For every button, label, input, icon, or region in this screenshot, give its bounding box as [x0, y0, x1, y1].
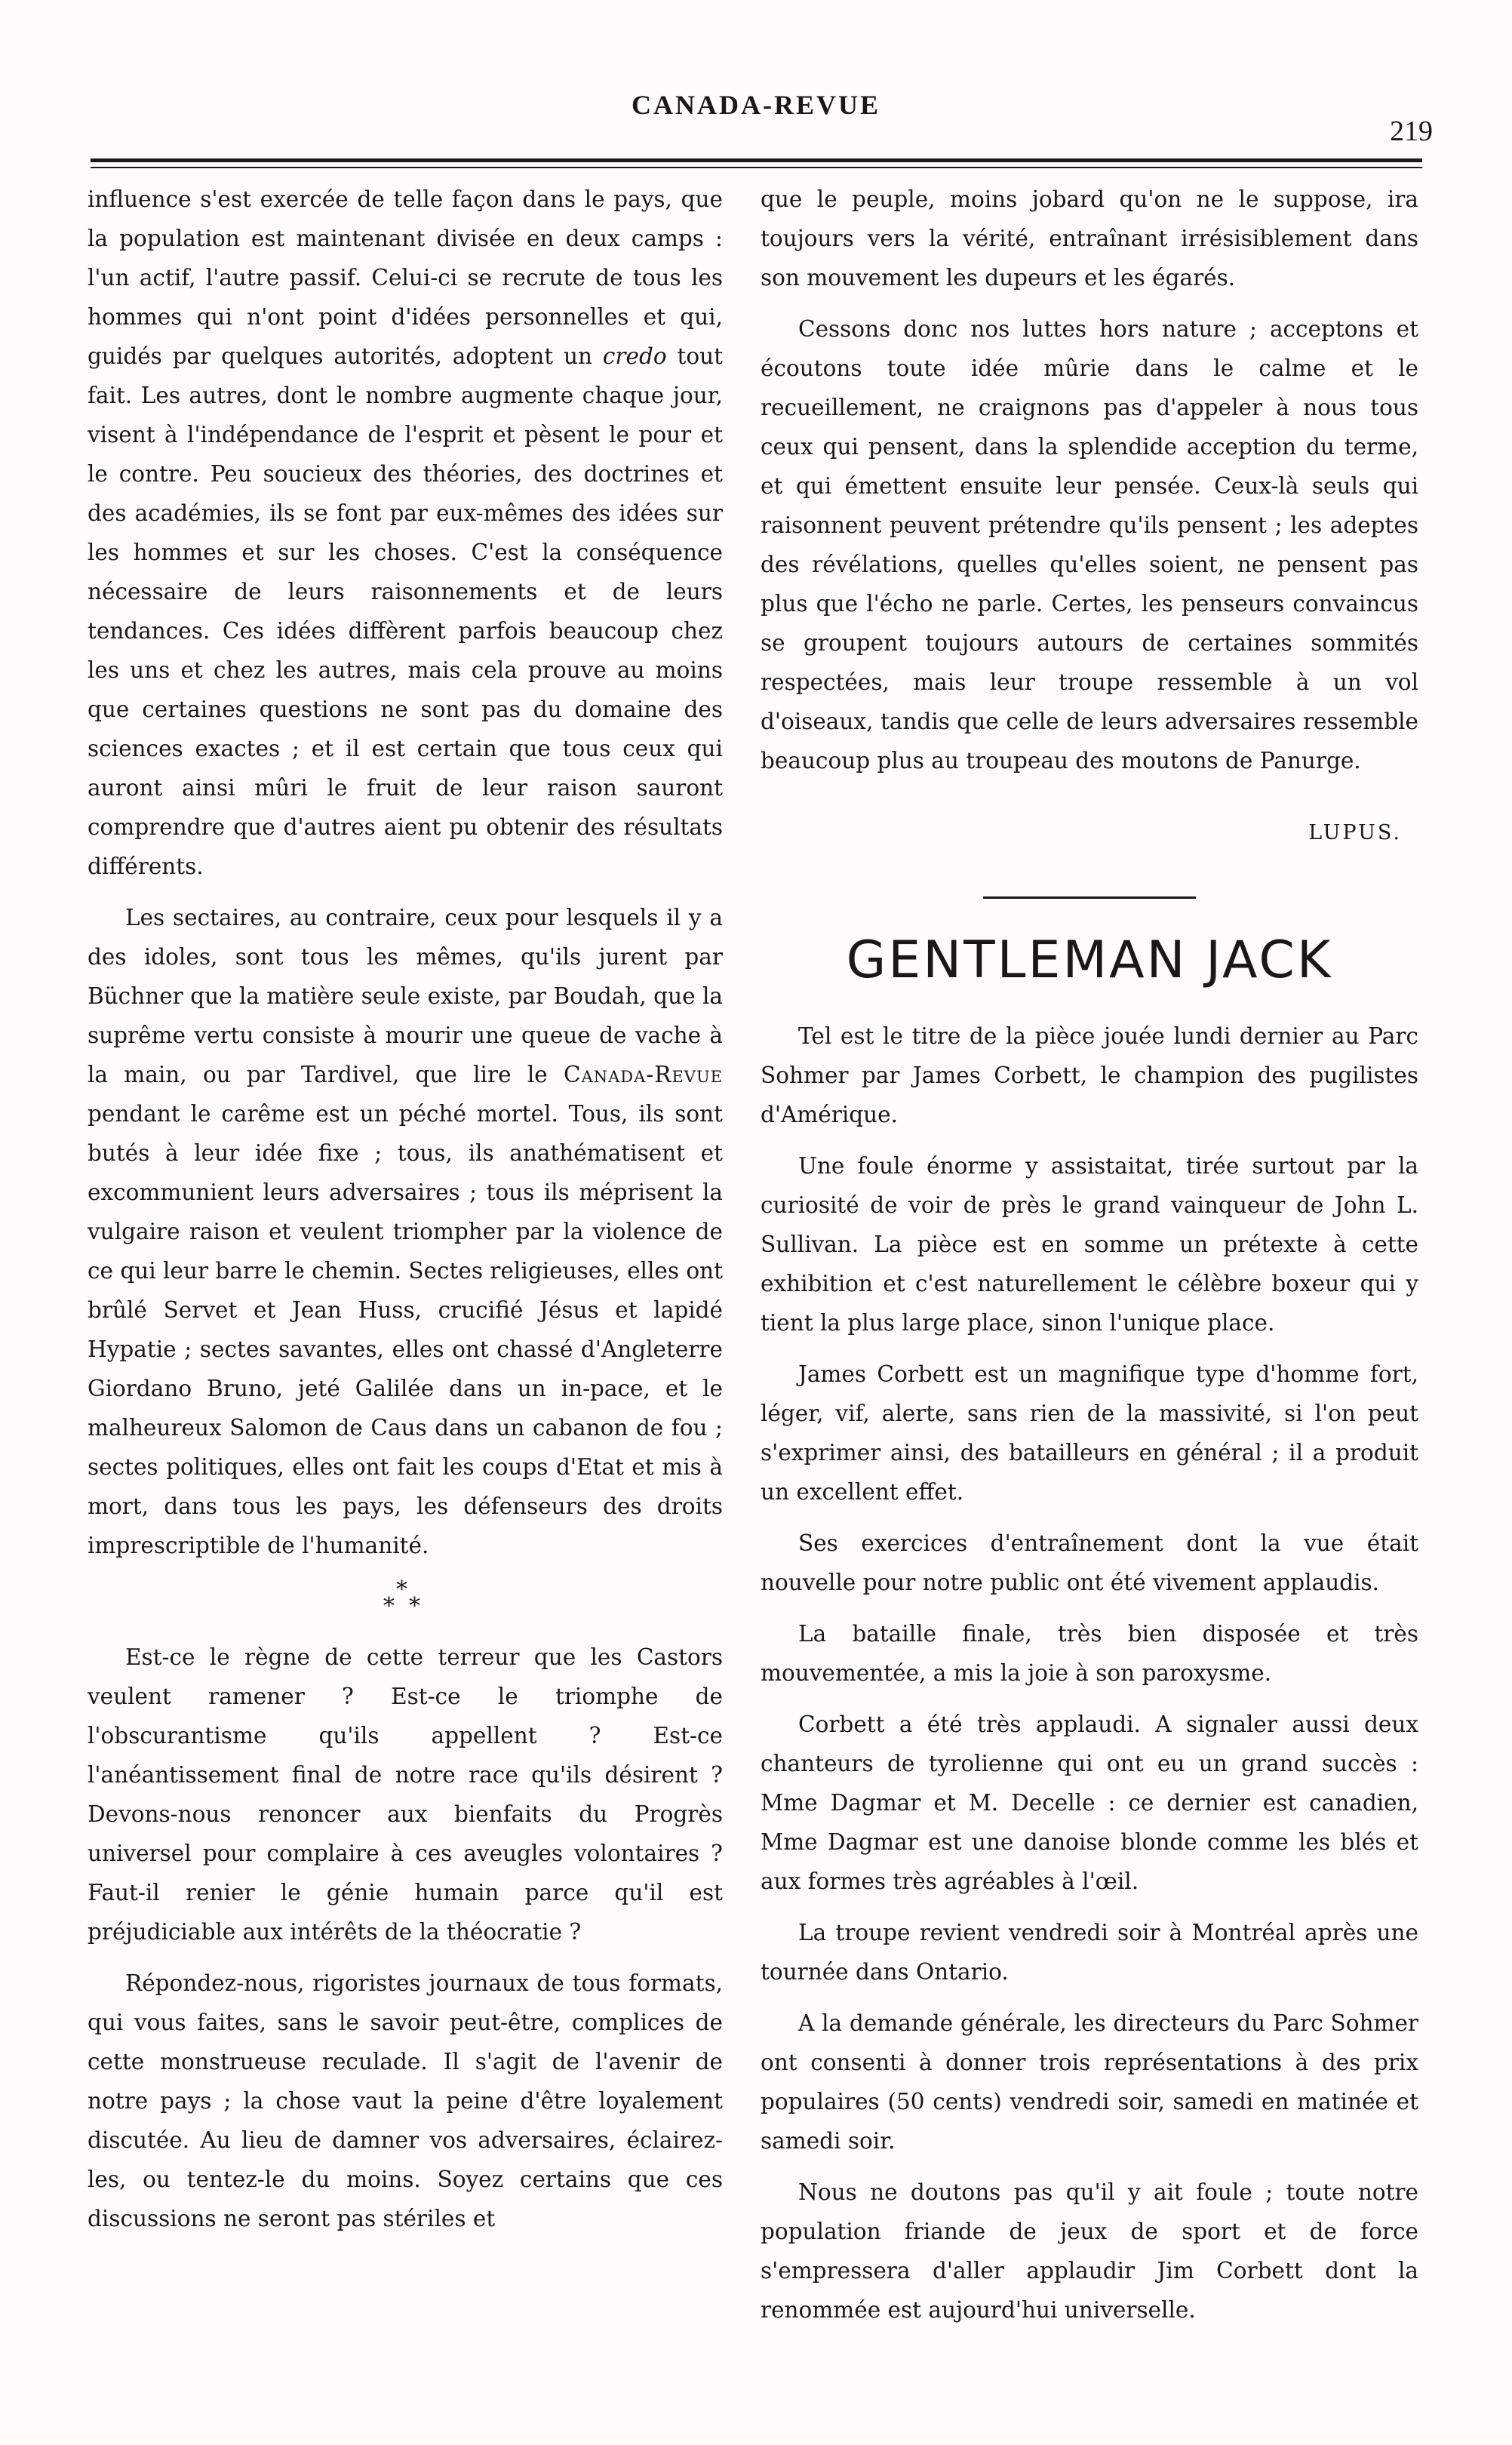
paragraph: A la demande générale, les directeurs du Parc Sohmer ont consenti à donner trois représentations à des prix populaires (50 cents) vendredi soir, samedi en matinée et samedi soir. [761, 2010, 1418, 2154]
paragraph: Cessons donc nos luttes hors nature ; acceptons et écoutons toute idée mûrie dans le calme et le recueillement, ne craignons pas d'appeler à nous tous ceux qui pensent, dans la splendide acception du terme, et qui émettent ensuite leur pensée. Ceux-là seuls qui raisonnent peuvent prétendre qu'ils pensent ; les adeptes des révélations, quelles qu'elles soient, ne pensent pas plus que l'écho ne parle. Certes, les penseurs convaincus se groupent toujours autours de certaines sommités respectées, mais leur troupe ressemble à un vol d'oiseaux, tandis que celle de leurs adversaires ressemble beaucoup plus au troupeau des moutons de Panurge. [761, 316, 1418, 773]
paragraph: James Corbett est un magnifique type d'homme fort, léger, vif, alerte, sans rien de la massivité, si l'on peut s'exprimer ainsi, des batailleurs en général ; il a produit un excellent effet. [761, 1361, 1418, 1505]
journal-name: Canada-Revue [564, 1062, 723, 1087]
paragraph: Tel est le titre de la pièce jouée lundi dernier au Parc Sohmer par James Corbett, le champion des pugilistes d'Amérique. [761, 1023, 1418, 1127]
header-rule-thin [91, 167, 1422, 168]
left-column [88, 180, 723, 2238]
right-column [761, 180, 1418, 2330]
paragraph: Une foule énorme y assistaitat, tirée surtout par la curiosité de voir de près le grand vainqueur de John L. Sullivan. La pièce est en somme un prétexte à cette exhibition et c'est naturellement le célèbre boxeur qui y tient la plus large place, sinon l'unique place. [761, 1153, 1418, 1336]
article-title: GENTLEMAN JACK [846, 930, 1333, 990]
paragraph: La bataille finale, très bien disposée et très mouvementée, a mis la joie à son paroxysme. [761, 1621, 1418, 1686]
paragraph: La troupe revient vendredi soir à Montréal après une tournée dans Ontario. [761, 1920, 1418, 1985]
paragraph: Ses exercices d'entraînement dont la vue était nouvelle pour notre public ont été vivement applaudis. [761, 1530, 1418, 1595]
header-rule-thick [91, 158, 1422, 162]
paragraph: Est-ce le règne de cette terreur que les Castors veulent ramener ? Est-ce le triomphe de l'obscurantisme qu'ils appellent ? Est-ce l'anéantissement final de notre race qu'ils désirent ? Devons-nous renoncer aux bienfaits du Progrès universel pour complaire à ces aveugles volontaires ? Faut-il renier le génie humain parce qu'il est préjudiciable aux intérêts de la théocratie ? [88, 1644, 723, 1945]
author-signature: LUPUS. [1308, 821, 1402, 844]
credo-italic: credo [602, 343, 667, 369]
paragraph: influence s'est exercée de telle façon dans le pays, que la population est maintenant divisée en deux camps : l'un actif, l'autre passif. Celui-ci se recrute de tous les hommes qui n'ont point d'idées personnelles et qui, guidés par quelques autorités, adoptent un credo tout fait. Les autres, dont le nombre augmente chaque jour, visent à l'indépendance de l'esprit et pèsent le pour et le contre. Peu soucieux des théories, des doctrines et des académies, ils se font par eux-mêmes des idées sur les hommes et sur les choses. C'est la conséquence nécessaire de leurs raisonnements et de leurs tendances. Ces idées diffèrent parfois beaucoup chez les uns et chez les autres, mais cela prouve au moins que certaines questions ne sont pas du domaine des sciences exactes ; et il est certain que tous ceux qui auront ainsi mûri le fruit de leur raison sauront comprendre que d'autres aient pu obtenir des résultats différents. [88, 186, 723, 879]
paragraph: Nous ne doutons pas qu'il y ait foule ; toute notre population friande de jeux de sport et de force s'empressera d'aller applaudir Jim Corbett dont la renommée est aujourd'hui universelle. [761, 2179, 1418, 2323]
running-head-title: CANADA-REVUE [632, 90, 880, 120]
paragraph: Les sectaires, au contraire, ceux pour lesquels il y a des idoles, sont tous les mêmes, qu'ils jurent par Büchner que la matière seule existe, par Boudah, que la suprême vertu consiste à mourir une queue de vache à la main, ou par Tardivel, que lire le Canada-Revue pendant le carême est un péché mortel. Tous, ils sont butés à leur idée fixe ; tous, ils anathématisent et excommunient leurs adversaires ; tous ils méprisent la vulgaire raison et veulent triompher par la violence de ce qui leur barre le chemin. Sectes religieuses, elles ont brûlé Servet et Jean Huss, crucifié Jésus et lapidé Hypatie ; sectes savantes, elles ont chassé d'Angleterre Giordano Bruno, jeté Galilée dans un in-pace, et le malheureux Salomon de Caus dans un cabanon de fou ; sectes politiques, elles ont fait les coups d'Etat et mis à mort, dans tous les pays, les défenseurs des droits imprescriptible de l'humanité. [88, 905, 723, 1558]
paragraph: que le peuple, moins jobard qu'on ne le suppose, ira toujours vers la vérité, entraînant irrésisiblement dans son mouvement les dupeurs et les égarés. [761, 186, 1418, 291]
asterism: * * * [383, 1576, 420, 1619]
paragraph: Corbett a été très applaudi. A signaler aussi deux chanteurs de tyrolienne qui ont eu un grand succès : Mme Dagmar et M. Decelle : ce dernier est canadien, Mme Dagmar est une danoise blonde comme les blés et aux formes très agréables à l'œil. [761, 1712, 1418, 1894]
page-number: 219 [1390, 115, 1433, 147]
section-divider [983, 896, 1196, 899]
paragraph: Répondez-nous, rigoristes journaux de tous formats, qui vous faites, sans le savoir peut-être, complices de cette monstrueuse reculade. Il s'agit de l'avenir de notre pays ; la chose vaut la peine d'être loyalement discutée. Au lieu de damner vos adversaires, éclairez-les, ou tentez-le du moins. Soyez certains que ces discussions ne seront pas stériles et [88, 1970, 723, 2231]
